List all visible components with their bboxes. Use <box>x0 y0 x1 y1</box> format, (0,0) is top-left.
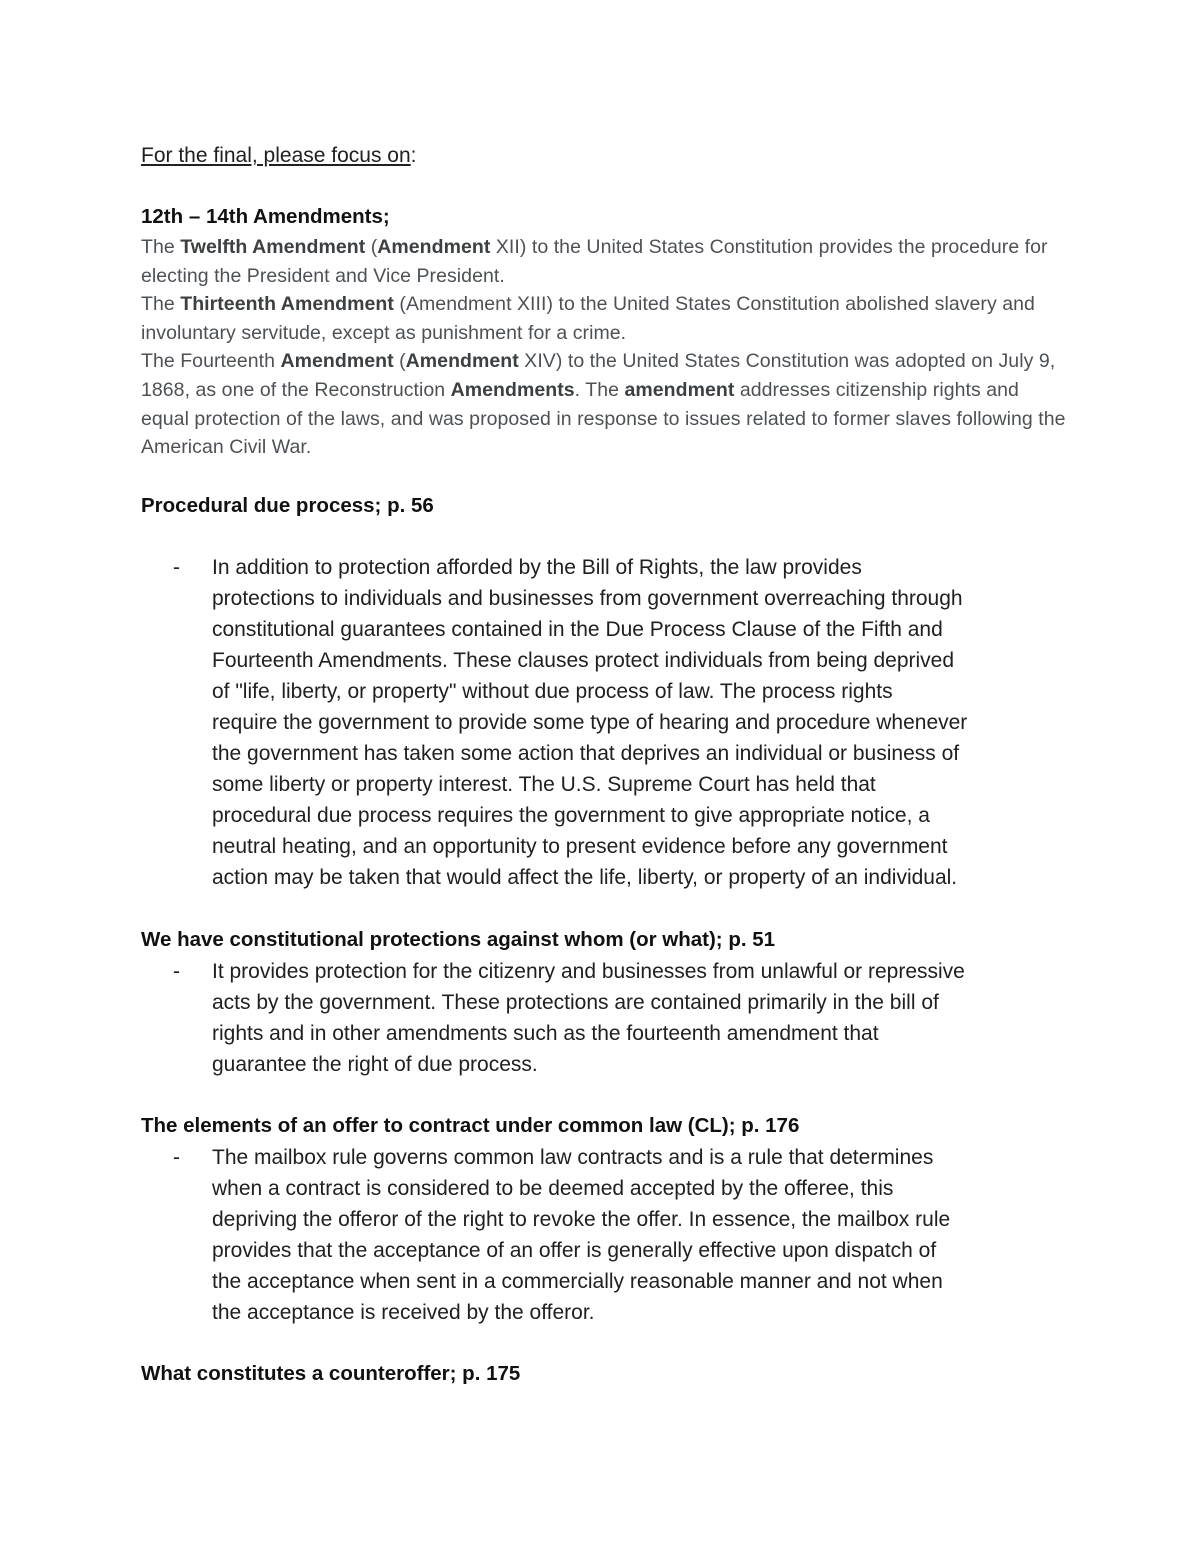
text-line: procedural due process requires the government to give appropriate notice, a <box>212 804 930 827</box>
text-run: ( <box>365 236 378 258</box>
intro-colon: : <box>410 144 417 167</box>
text-run: ( <box>393 350 406 373</box>
text-line: acts by the government. These protections are contained primarily in the bill of <box>212 991 939 1014</box>
text-run: The <box>141 236 181 258</box>
heading-amendments: 12th – 14th Amendments; <box>141 205 390 228</box>
bold-term: Twelfth Amendment <box>180 236 366 258</box>
text-line: In addition to protection afforded by the Bill of Rights, the law provides <box>212 556 862 579</box>
intro-line <box>141 143 417 169</box>
text-line: the acceptance when sent in a commercially reasonable manner and not when <box>212 1270 943 1293</box>
heading-due-process: Procedural due process; p. 56 <box>141 494 434 517</box>
heading-offer: The elements of an offer to contract under common law (CL); p. 176 <box>141 1114 800 1137</box>
text-line: depriving the offeror of the right to revoke the offer. In essence, the mailbox rule <box>212 1208 951 1231</box>
text-line: guarantee the right of due process. <box>212 1053 538 1076</box>
heading-protections: We have constitutional protections against whom (or what); p. 51 <box>141 928 776 951</box>
bold-term: Amendment <box>280 350 394 373</box>
text-run: addresses citizenship rights and equal protection of the laws, and was proposed in response to issues related to former slaves following the American Civil War. <box>141 378 1066 459</box>
bullet-text <box>212 552 1071 893</box>
bullet-dash: - <box>173 556 180 579</box>
text-run: (Amendment XIII) to the United States Constitution abolished slavery and involuntary servitude, except as punishment for a crime. <box>141 293 1035 344</box>
list-item-offer <box>141 1142 1071 1328</box>
bold-term: Amendment <box>405 350 519 373</box>
text-line: It provides protection for the citizenry and businesses from unlawful or repressive <box>212 960 965 983</box>
bullet-text <box>212 1142 1071 1328</box>
bold-term: Amendments <box>450 378 575 401</box>
text-line: provides that the acceptance of an offer is generally effective upon dispatch of <box>212 1239 937 1262</box>
thirteenth-amendment-paragraph <box>141 290 1071 347</box>
text-run: XIV) to the United States Constitution was adopted on July 9, 1868, as one of the Reconstruction <box>141 350 1056 401</box>
amendments-summary <box>141 233 1071 462</box>
bold-term: amendment <box>624 378 735 401</box>
heading-counteroffer: What constitutes a counteroffer; p. 175 <box>141 1362 521 1385</box>
list-item-due-process <box>141 552 1071 893</box>
bullet-dash: - <box>173 1146 180 1169</box>
text-run: . The <box>574 378 625 401</box>
text-run: XII) to the United States Constitution provides the procedure for electing the President and Vice President. <box>141 236 1048 287</box>
text-line: constitutional guarantees contained in the Due Process Clause of the Fifth and <box>212 618 943 641</box>
text-line: of "life, liberty, or property" without due process of law. The process rights <box>212 680 893 703</box>
text-run: The Fourteenth <box>141 350 281 373</box>
text-line: when a contract is considered to be deemed accepted by the offeree, this <box>212 1177 894 1200</box>
text-line: The mailbox rule governs common law contracts and is a rule that determines <box>212 1146 934 1169</box>
bold-term: Thirteenth Amendment <box>180 293 394 316</box>
text-line: rights and in other amendments such as the fourteenth amendment that <box>212 1022 879 1045</box>
text-line: the government has taken some action that deprives an individual or business of <box>212 742 960 765</box>
text-line: action may be taken that would affect the life, liberty, or property of an individual. <box>212 866 958 889</box>
bullet-text <box>212 956 1071 1080</box>
text-line: neutral heating, and an opportunity to present evidence before any government <box>212 835 948 858</box>
text-run: The <box>141 293 181 316</box>
list-item-protections <box>141 956 1071 1080</box>
text-line: require the government to provide some type of hearing and procedure whenever <box>212 711 968 734</box>
text-line: some liberty or property interest. The U.S. Supreme Court has held that <box>212 773 876 796</box>
text-line: the acceptance is received by the offeror. <box>212 1301 595 1324</box>
bold-term: Amendment <box>377 236 491 258</box>
intro-text: For the final, please focus on <box>141 144 411 167</box>
text-line: protections to individuals and businesses from government overreaching through <box>212 587 963 610</box>
text-line: Fourteenth Amendments. These clauses protect individuals from being deprived <box>212 649 955 672</box>
twelfth-amendment-paragraph <box>141 233 1071 290</box>
fourteenth-amendment-paragraph <box>141 347 1071 461</box>
bullet-dash: - <box>173 960 180 983</box>
